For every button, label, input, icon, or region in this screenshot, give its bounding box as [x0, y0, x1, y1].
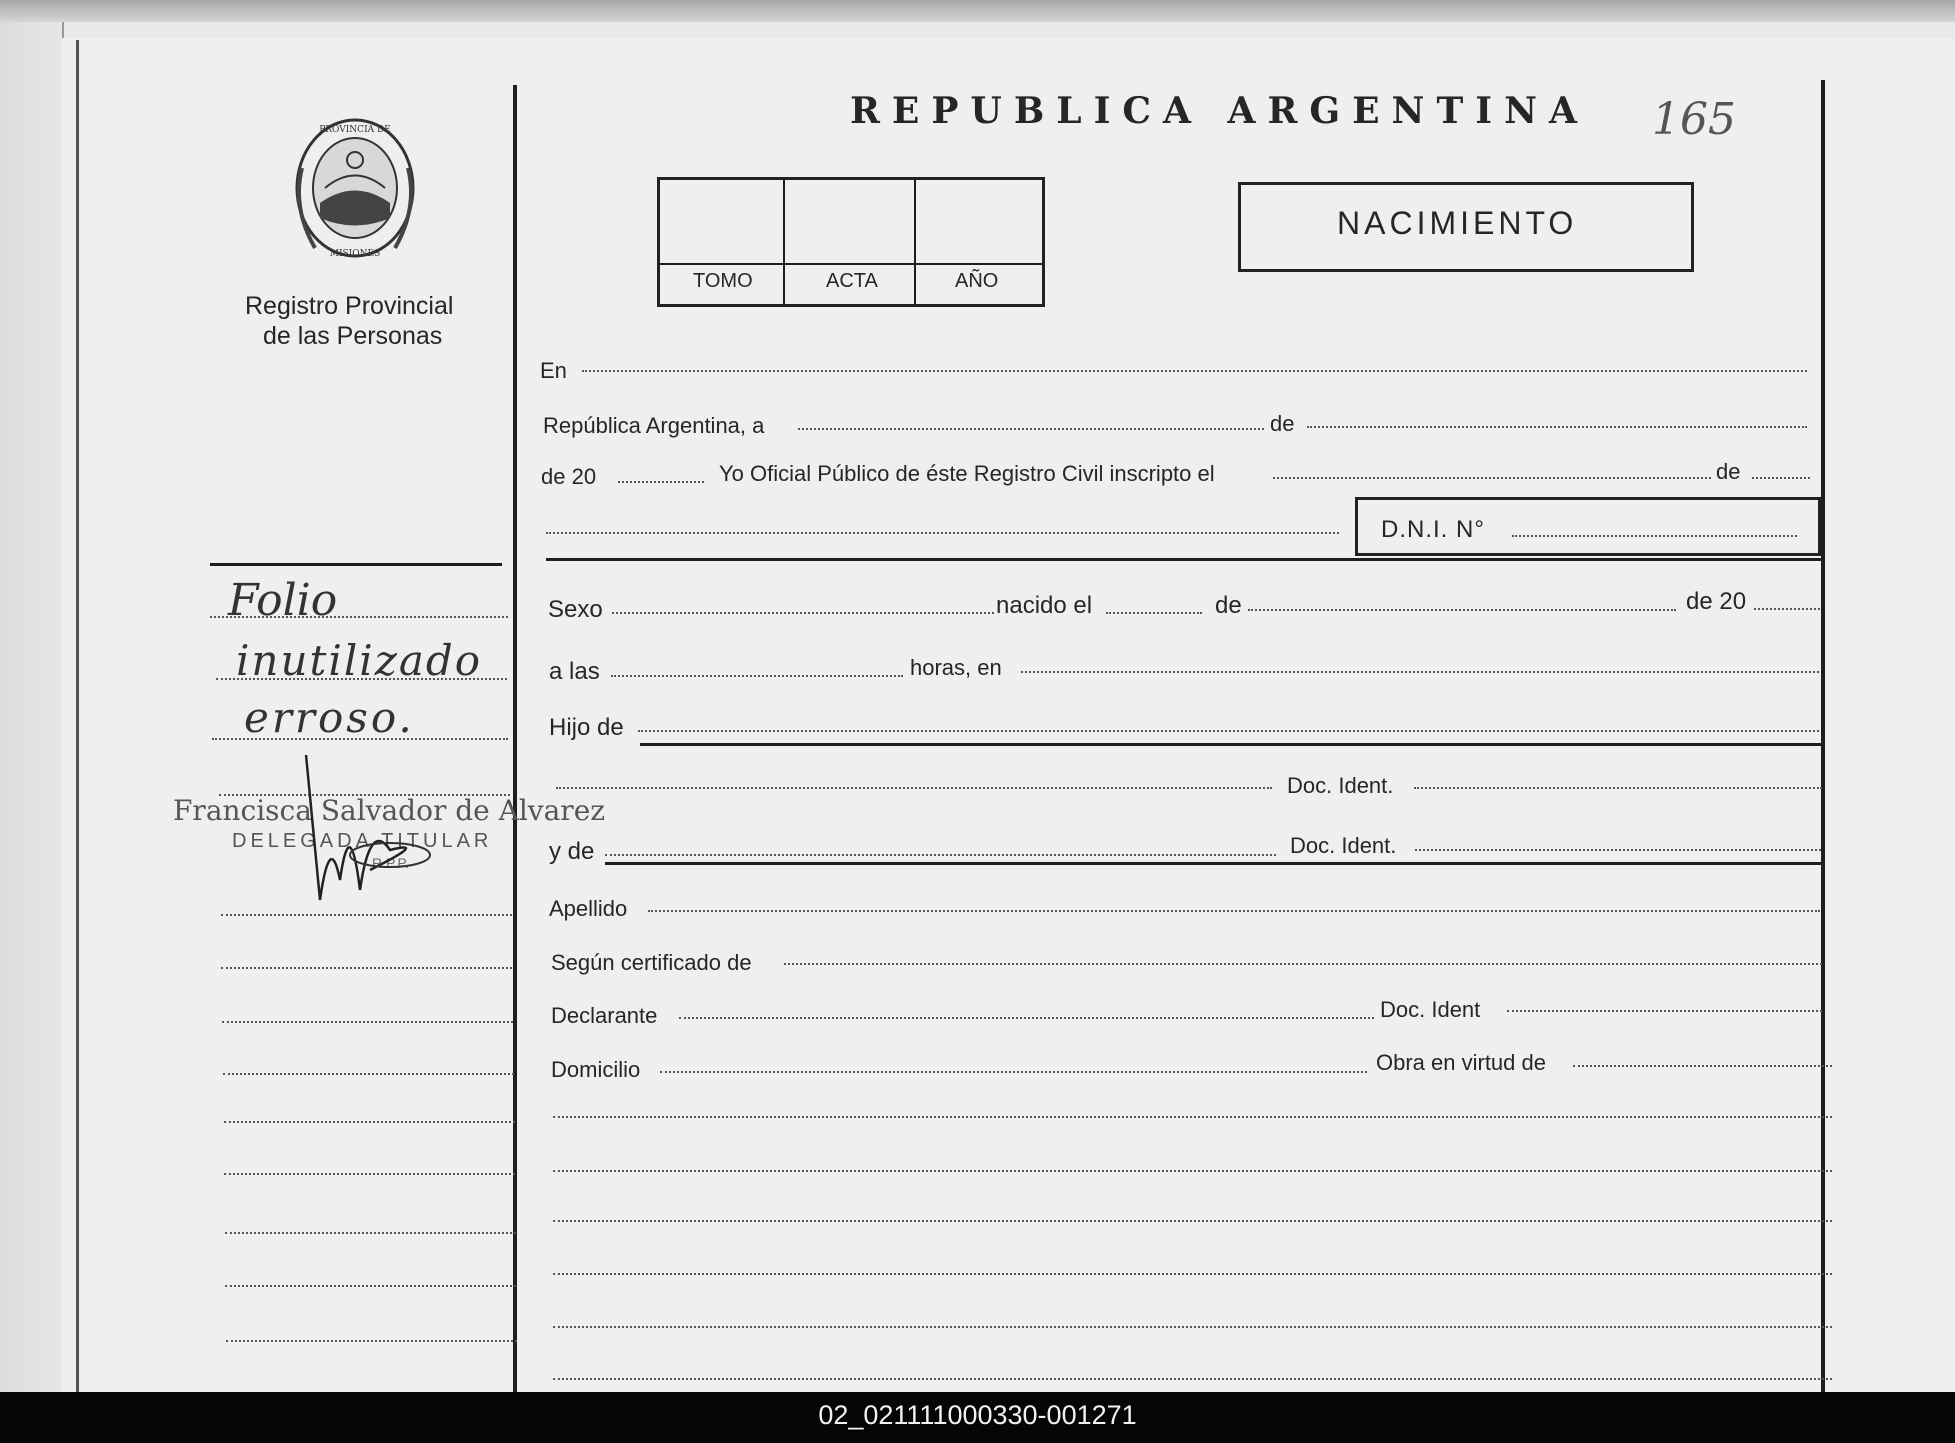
scan-id-text: 02_021111000330-001271 — [818, 1400, 1137, 1430]
republica-label: República Argentina, a — [543, 413, 765, 438]
de-label-1: de — [1270, 411, 1295, 436]
margin-rule — [210, 563, 502, 566]
declarante-field-line — [679, 1017, 1374, 1019]
certificado-field-line — [784, 963, 1822, 965]
parent1-field-line — [638, 730, 1819, 732]
margin-line — [221, 967, 512, 969]
day-field-line — [798, 428, 1264, 430]
binding-edge — [0, 22, 64, 1392]
seal-top-text: PROVINCIA DE — [319, 125, 391, 135]
obra-field-line — [1573, 1065, 1832, 1067]
de-label-2: de — [1716, 459, 1741, 484]
dni-field-line — [1512, 535, 1797, 537]
segun-label: Según certificado de — [551, 950, 752, 975]
stamp-name: Francisca Salvador de Alvarez — [173, 794, 606, 827]
margin-line — [224, 1121, 515, 1123]
sexo-label: Sexo — [548, 596, 603, 623]
doc-ident-label-3: Doc. Ident — [1380, 997, 1481, 1022]
blank-line — [553, 1273, 1832, 1275]
birth-month-line — [1248, 609, 1676, 611]
page-top-strip — [0, 0, 1955, 22]
book-box-label-rule — [657, 263, 1042, 265]
declarante-label: Declarante — [551, 1003, 658, 1028]
margin-line — [223, 1073, 514, 1075]
domicilio-label: Domicilio — [551, 1057, 641, 1082]
doc2-field-line — [1415, 849, 1821, 851]
hijo-label: Hijo de — [549, 714, 624, 741]
margin-line — [216, 678, 507, 680]
blank-line — [553, 1220, 1832, 1222]
yde-label: y de — [549, 838, 595, 865]
parent2-field-line — [605, 854, 1276, 856]
left-margin-line — [76, 40, 79, 1392]
de20-label-2: de 20 — [1686, 588, 1747, 615]
lugar-field-line — [1021, 671, 1819, 673]
margin-line — [210, 616, 508, 618]
de-field-line-2 — [1752, 477, 1810, 479]
margin-line — [224, 1173, 515, 1175]
doc1-field-line — [1414, 787, 1822, 789]
doc-ident-label-2: Doc. Ident. — [1290, 833, 1397, 858]
margin-line — [222, 1021, 513, 1023]
registry-name-line1: Registro Provincial — [245, 292, 454, 320]
oficial-label: Yo Oficial Público de éste Registro Civil inscripto el — [719, 461, 1215, 486]
hora-field-line — [611, 675, 903, 677]
nacido-field-line — [1106, 612, 1202, 614]
acta-label: ACTA — [826, 270, 878, 292]
month-field-line — [1307, 426, 1807, 428]
sexo-field-line — [612, 612, 994, 614]
domicilio-field-line — [660, 1071, 1367, 1073]
birth-year-line — [1754, 608, 1820, 610]
de20-label: de 20 — [541, 464, 597, 489]
obra-label: Obra en virtud de — [1376, 1050, 1546, 1075]
book-box-divider — [783, 177, 785, 304]
margin-line — [221, 914, 512, 916]
apellido-label: Apellido — [549, 896, 628, 921]
horas-label: horas, en — [910, 655, 1002, 680]
margin-line — [226, 1340, 517, 1342]
stamp-role: DELEGADA TITULAR — [232, 830, 493, 852]
province-seal-icon — [280, 108, 430, 270]
de-label-3: de — [1215, 592, 1242, 619]
scan-id-bar — [0, 1392, 1955, 1443]
margin-line — [225, 1232, 516, 1234]
column-divider-line — [513, 85, 517, 1392]
act-type-label: NACIMIENTO — [1337, 205, 1578, 241]
parent1-rule — [640, 743, 1822, 746]
annotation-line3: erroso. — [244, 693, 415, 742]
doc-ident-label-1: Doc. Ident. — [1287, 773, 1394, 798]
book-box-divider — [914, 177, 916, 304]
year-field-line — [618, 481, 704, 483]
annotation-line2: inutilizado — [236, 636, 483, 685]
seal-bottom-text: MISIONES — [329, 249, 381, 259]
registry-name-line2: de las Personas — [263, 322, 443, 350]
annotation-line1: Folio — [228, 575, 338, 626]
margin-line — [225, 1285, 516, 1287]
blank-line — [553, 1170, 1832, 1172]
right-border-line — [1821, 80, 1825, 1392]
blank-line — [553, 1378, 1832, 1380]
stamp-sub: R.P.P. — [372, 855, 409, 871]
parent2-rule — [605, 862, 1822, 865]
apellido-field-line — [648, 910, 1820, 912]
nacido-label: nacido el — [996, 592, 1093, 619]
folio-number: 165 — [1652, 94, 1736, 145]
anio-label: AÑO — [955, 270, 999, 292]
section-rule-1 — [546, 558, 1821, 561]
margin-line — [212, 738, 508, 740]
blank-line — [553, 1116, 1832, 1118]
blank-line — [553, 1326, 1832, 1328]
dni-label: D.N.I. N° — [1381, 516, 1485, 543]
oficial-name-line — [546, 532, 1339, 534]
tomo-label: TOMO — [693, 270, 753, 292]
en-field-line — [582, 370, 1807, 372]
inscripto-field-line — [1273, 477, 1711, 479]
alas-label: a las — [549, 658, 600, 685]
en-label: En — [540, 358, 567, 383]
parent1-name-line — [556, 787, 1272, 789]
doc3-field-line — [1507, 1010, 1822, 1012]
page-title: REPUBLICA ARGENTINA — [850, 90, 1589, 132]
signature-mark — [290, 750, 450, 910]
